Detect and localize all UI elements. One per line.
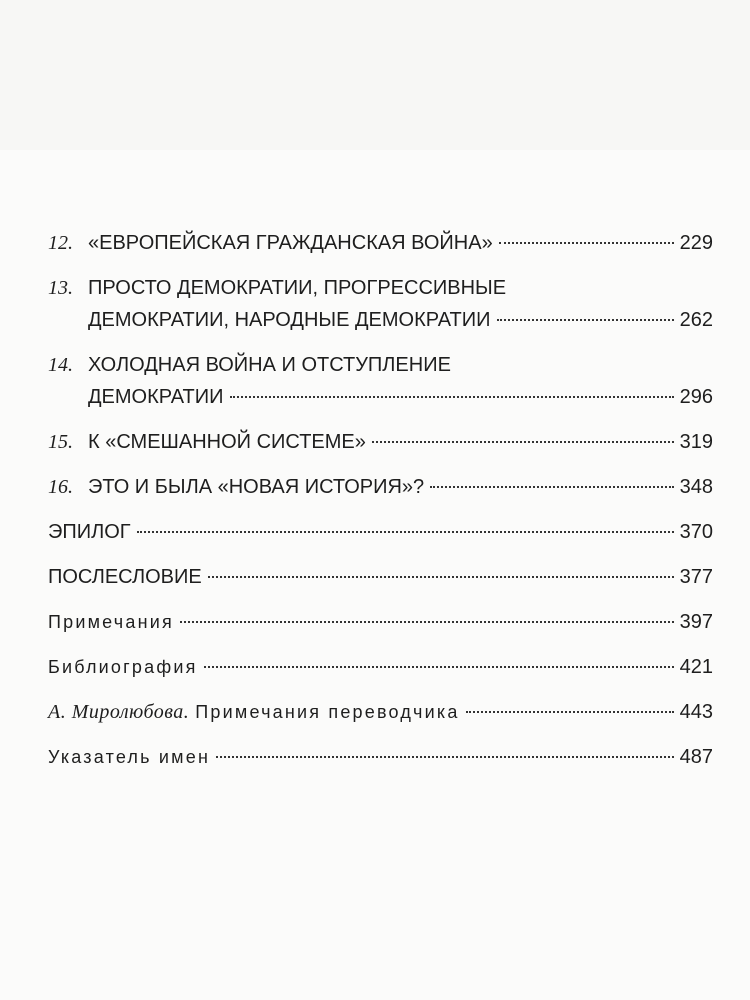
section-title: Библиография <box>48 657 198 677</box>
section-title: Указатель имен <box>48 747 211 767</box>
page-number: 319 <box>679 431 713 453</box>
toc-entry-name-index <box>48 744 713 770</box>
page-number: 370 <box>679 521 713 543</box>
toc-entry-bibliography <box>48 654 713 680</box>
dot-leader <box>137 531 674 533</box>
toc-entry-epilogue <box>48 519 713 545</box>
author-name: А. Миролюбова. <box>48 701 190 723</box>
dot-leader <box>430 486 673 488</box>
toc-entry-16 <box>48 474 713 500</box>
chapter-number: 14. <box>48 354 73 376</box>
dot-leader <box>216 756 674 758</box>
page-number: 443 <box>679 701 713 723</box>
page-number: 296 <box>679 386 713 408</box>
chapter-title-line-2: ДЕМОКРАТИИ <box>88 386 224 408</box>
page-number: 229 <box>679 232 713 254</box>
chapter-title: ЭТО И БЫЛА «НОВАЯ ИСТОРИЯ»? <box>88 476 425 498</box>
page-number: 487 <box>679 746 713 768</box>
dot-leader <box>497 319 674 321</box>
dot-leader <box>466 711 674 713</box>
dot-leader <box>499 242 674 244</box>
section-title: ПОСЛЕСЛОВИЕ <box>48 566 202 588</box>
book-page <box>0 150 750 1000</box>
page-number: 348 <box>679 476 713 498</box>
dot-leader <box>180 621 674 623</box>
dot-leader <box>372 441 674 443</box>
chapter-title-line-1: ПРОСТО ДЕМОКРАТИИ, ПРОГРЕССИВНЫЕ <box>88 277 507 299</box>
toc-entry-afterword <box>48 564 713 590</box>
page-number: 397 <box>679 611 713 633</box>
chapter-title: К «СМЕШАННОЙ СИСТЕМЕ» <box>88 431 366 453</box>
chapter-number: 13. <box>48 277 73 299</box>
chapter-number: 12. <box>48 232 73 254</box>
toc-entry-notes <box>48 609 713 635</box>
chapter-number: 16. <box>48 476 73 498</box>
table-of-contents <box>48 230 713 789</box>
section-title: ЭПИЛОГ <box>48 521 131 543</box>
section-title: Примечания переводчика <box>195 702 460 722</box>
toc-entry-translator-notes <box>48 699 713 725</box>
dot-leader <box>230 396 674 398</box>
page-number: 377 <box>679 566 713 588</box>
toc-entry-15 <box>48 429 713 455</box>
toc-entry-12 <box>48 230 713 256</box>
chapter-title: «ЕВРОПЕЙСКАЯ ГРАЖДАНСКАЯ ВОЙНА» <box>88 232 493 254</box>
toc-entry-13 <box>48 275 713 333</box>
chapter-title-line-1: ХОЛОДНАЯ ВОЙНА И ОТСТУПЛЕНИЕ <box>88 354 451 376</box>
page-number: 262 <box>679 309 713 331</box>
section-title: Примечания <box>48 612 174 632</box>
toc-entry-14 <box>48 352 713 410</box>
chapter-title-line-2: ДЕМОКРАТИИ, НАРОДНЫЕ ДЕМОКРАТИИ <box>88 309 491 331</box>
dot-leader <box>208 576 674 578</box>
page-number: 421 <box>679 656 713 678</box>
chapter-number: 15. <box>48 431 73 453</box>
dot-leader <box>204 666 674 668</box>
